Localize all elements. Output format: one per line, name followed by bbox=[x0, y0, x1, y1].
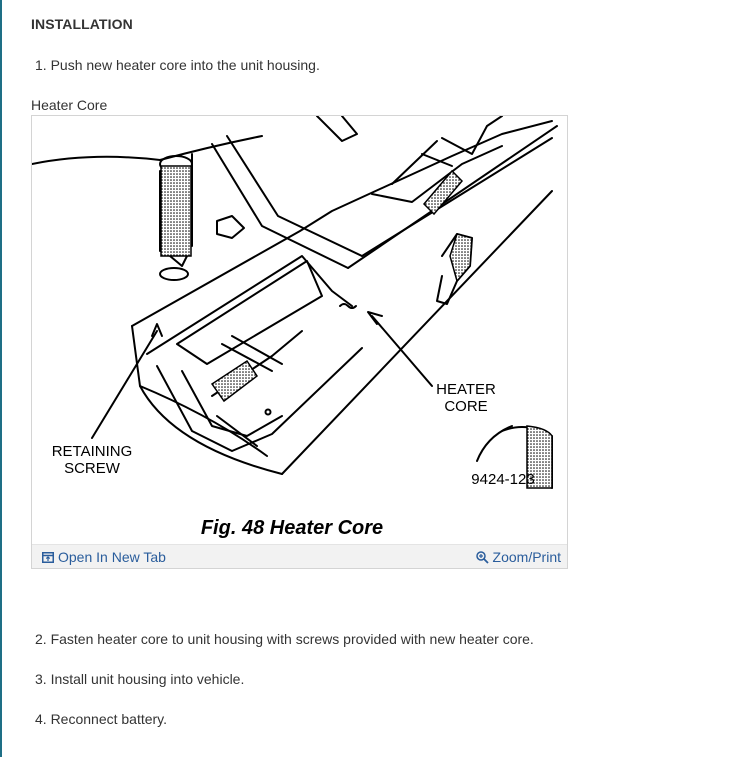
heater-core-label-2: CORE bbox=[444, 398, 488, 415]
open-in-new-tab-icon bbox=[42, 552, 54, 563]
figure-action-bar bbox=[32, 544, 567, 568]
figure-title: Fig. 48 Heater Core bbox=[200, 517, 384, 539]
part-number-label: 9424-123 bbox=[471, 471, 535, 488]
heater-core-label: HEATER bbox=[436, 381, 496, 398]
step-1: 1. Push new heater core into the unit housing. bbox=[35, 57, 320, 73]
retaining-screw-label-2: SCREW bbox=[64, 460, 120, 477]
zoom-print-label: Zoom/Print bbox=[492, 549, 561, 565]
figure-caption: Heater Core bbox=[31, 97, 108, 113]
step-3: 3. Install unit housing into vehicle. bbox=[35, 671, 245, 687]
step-4: 4. Reconnect battery. bbox=[35, 711, 168, 727]
zoom-print-link[interactable] bbox=[476, 549, 561, 565]
section-title: INSTALLATION bbox=[31, 16, 133, 32]
left-edge-bar bbox=[0, 0, 2, 757]
open-in-new-tab-label: Open In New Tab bbox=[58, 549, 166, 565]
step-2: 2. Fasten heater core to unit housing with screws provided with new heater core. bbox=[35, 631, 534, 647]
open-in-new-tab-link[interactable] bbox=[42, 549, 166, 565]
heater-core-diagram bbox=[32, 116, 567, 544]
retaining-screw-label: RETAINING bbox=[51, 443, 133, 460]
figure-container bbox=[31, 115, 568, 569]
zoom-magnifier-icon bbox=[476, 551, 489, 564]
